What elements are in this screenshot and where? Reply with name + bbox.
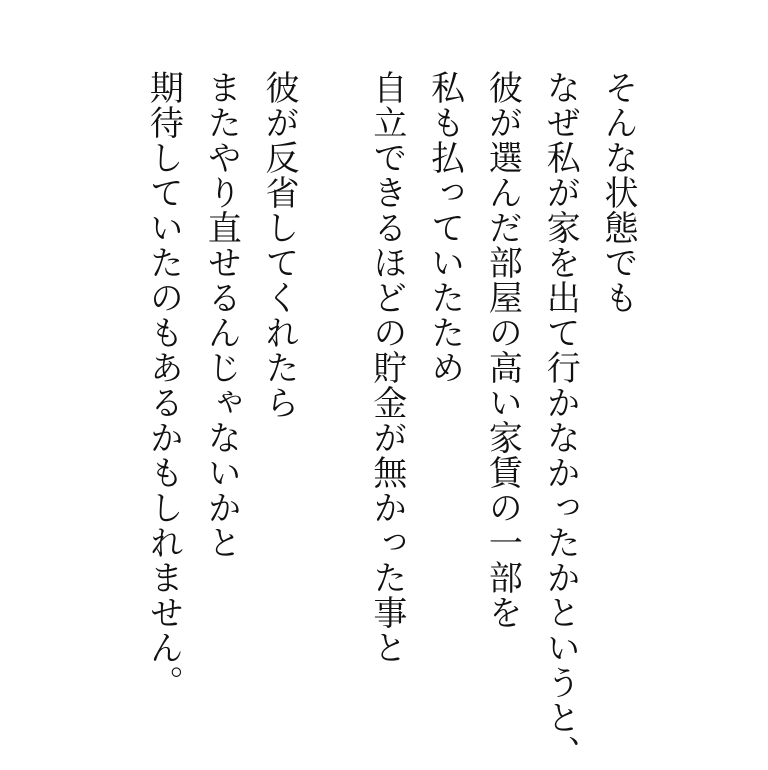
text-line: そんな状態でも bbox=[599, 70, 637, 315]
paragraph-2 bbox=[134, 70, 307, 768]
text-line: またやり直せるんじゃないかと bbox=[202, 70, 241, 560]
text-line: 私も払っていたため bbox=[425, 70, 464, 385]
text-line: 彼が反省してくれたら bbox=[260, 70, 299, 420]
paragraph-1 bbox=[357, 70, 646, 768]
text-line: なぜ私が家を出て行かなかったかというと、 bbox=[541, 70, 580, 770]
text-line: 期待していたのもあるかもしれません。 bbox=[144, 70, 183, 700]
text-line: 彼が選んだ部屋の高い家賃の一部を bbox=[483, 70, 522, 630]
vertical-text-block bbox=[134, 70, 646, 768]
text-line: 自立できるほどの貯金が無かった事と bbox=[367, 70, 406, 665]
